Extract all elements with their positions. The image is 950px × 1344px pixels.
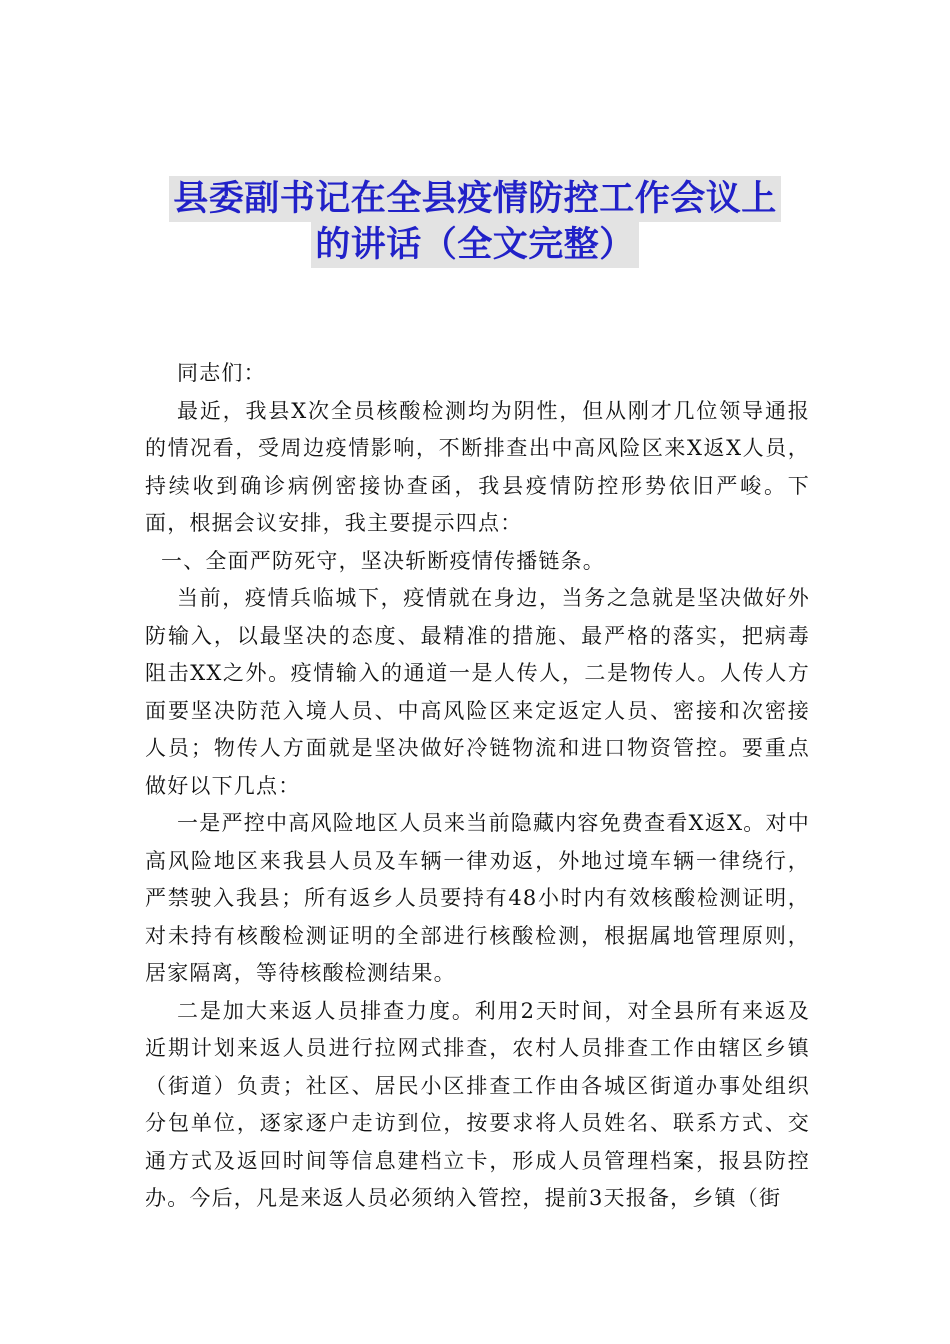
body-paragraph: 一是严控中高风险地区人员来当前隐藏内容免费查看X返X。对中高风险地区来我县人员及车辆一律劝返，外地过境车辆一律绕行，严禁驶入我县；所有返乡人员要持有48小时内有效核酸检测证明，对未持有核酸检测证明的全部进行核酸检测，根据属地管理原则，居家隔离，等待核酸检测结果。: [145, 811, 810, 985]
salutation: 同志们：: [177, 361, 266, 385]
title-line-2: 的讲话（全文完整）: [311, 222, 639, 268]
document-title: [100, 176, 850, 268]
body-paragraph: 当前，疫情兵临城下，疫情就在身边，当务之急就是坚决做好外防输入，以最坚决的态度、最精准的措施、最严格的落实，把病毒阻击XX之外。疫情输入的通道一是人传人，二是物传人。人传人方面要坚决防范入境人员、中高风险区来定返定人员、密接和次密接人员；物传人方面就是坚决做好冷链物流和进口物资管控。要重点做好以下几点：: [145, 586, 810, 798]
document-body: [145, 355, 810, 1218]
body-paragraph: 最近，我县X次全员核酸检测均为阴性，但从刚才几位领导通报的情况看，受周边疫情影响，不断排查出中高风险区来X返X人员，持续收到确诊病例密接协查函，我县疫情防控形势依旧严峻。下面，根据会议安排，我主要提示四点：: [145, 398, 810, 535]
title-line-1: 县委副书记在全县疫情防控工作会议上: [169, 176, 781, 222]
section-heading: 一、全面严防死守，坚决斩断疫情传播链条。: [161, 548, 605, 573]
body-paragraph: 二是加大来返人员排查力度。利用2天时间，对全县所有来返及近期计划来返人员进行拉网式排查，农村人员排查工作由辖区乡镇（街道）负责；社区、居民小区排查工作由各城区街道办事处组织分包单位，逐家逐户走访到位，按要求将人员姓名、联系方式、交通方式及返回时间等信息建档立卡，形成人员管理档案，报县防控办。今后，凡是来返人员必须纳入管控，提前3天报备，乡镇（街: [145, 998, 810, 1210]
